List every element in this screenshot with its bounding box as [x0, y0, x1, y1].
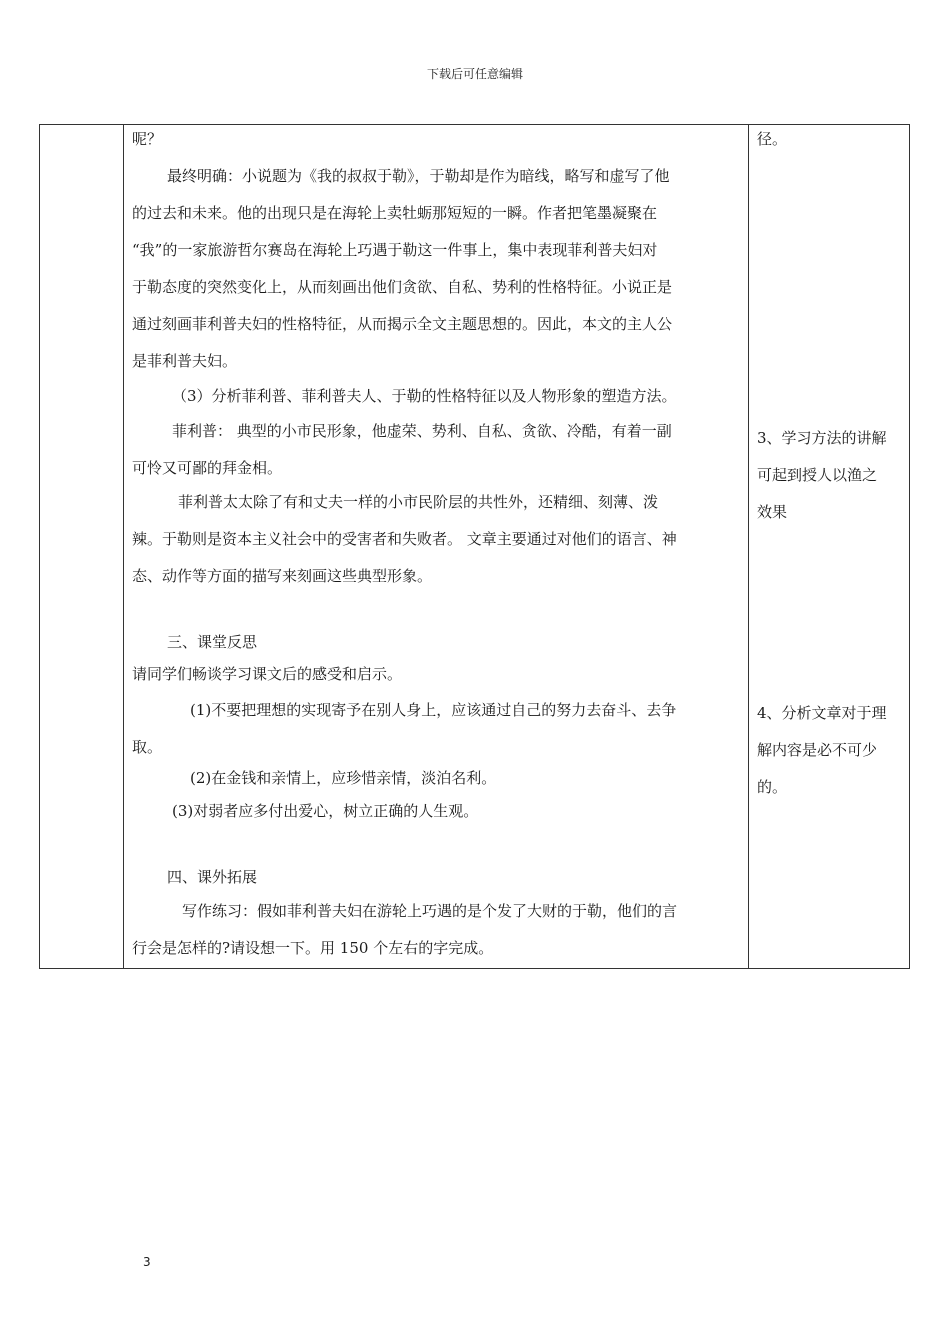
- note-line: 解内容是必不可少: [757, 741, 878, 759]
- text-line: 取。: [132, 738, 163, 756]
- text-line: 写作练习：假如菲利普夫妇在游轮上巧遇的是个发了大财的于勒，他们的言: [182, 902, 678, 920]
- text-line: 态、动作等方面的描写来刻画这些典型形象。: [132, 567, 433, 585]
- text-line: 辣。于勒则是资本主义社会中的受害者和失败者。 文章主要通过对他们的语言、神: [132, 530, 677, 548]
- page-number: 3: [143, 1255, 151, 1269]
- text-line: 于勒态度的突然变化上，从而刻画出他们贪欲、自私、势利的性格特征。小说正是: [132, 278, 673, 296]
- text-line: (2)在金钱和亲情上，应珍惜亲情，淡泊名利。: [190, 769, 497, 787]
- text-line: 呢？: [132, 130, 163, 148]
- text-line: “我”的一家旅游哲尔赛岛在海轮上巧遇于勒这一件事上，集中表现菲利普夫妇对: [132, 241, 658, 259]
- text-line: 可怜又可鄙的拜金相。: [132, 459, 283, 477]
- text-line: (1)不要把理想的实现寄予在别人身上，应该通过自己的努力去奋斗、去争: [190, 701, 677, 719]
- note-line: 的。: [757, 778, 788, 796]
- text-line: 请同学们畅谈学习课文后的感受和启示。: [132, 665, 403, 683]
- text-line: 的过去和未来。他的出现只是在海轮上卖牡蛎那短短的一瞬。作者把笔墨凝聚在: [132, 204, 658, 222]
- text-line: 菲利普太太除了有和丈夫一样的小市民阶层的共性外，还精细、刻薄、泼: [178, 493, 659, 511]
- text-line: 行会是怎样的?请设想一下。用 150 个左右的字完成。: [132, 939, 494, 957]
- note-line: 3、学习方法的讲解: [757, 429, 887, 447]
- note-line: 径。: [757, 130, 788, 148]
- note-line: 4、分析文章对于理: [757, 704, 887, 722]
- text-line: 是菲利普夫妇。: [132, 352, 238, 370]
- subheading: （3）分析菲利普、菲利普夫人、于勒的性格特征以及人物形象的塑造方法。: [172, 387, 677, 405]
- text-line: 最终明确：小说题为《我的叔叔于勒》，于勒却是作为暗线，略写和虚写了他: [167, 167, 670, 185]
- text-line: 通过刻画菲利普夫妇的性格特征，从而揭示全文主题思想的。因此，本文的主人公: [132, 315, 673, 333]
- note-line: 效果: [757, 503, 788, 521]
- header-note: 下载后可任意编辑: [426, 67, 523, 81]
- column-divider-right: [748, 125, 749, 968]
- note-line: 可起到授人以渔之: [757, 466, 878, 484]
- lesson-table: [39, 124, 910, 969]
- column-divider-left: [123, 125, 124, 968]
- text-line: 菲利普： 典型的小市民形象，他虚荣、势利、自私、贪欲、冷酷，有着一副: [172, 422, 672, 440]
- section-heading: 四、课外拓展: [167, 868, 258, 886]
- text-line: (3)对弱者应多付出爱心，树立正确的人生观。: [172, 802, 479, 820]
- section-heading: 三、课堂反思: [167, 633, 258, 651]
